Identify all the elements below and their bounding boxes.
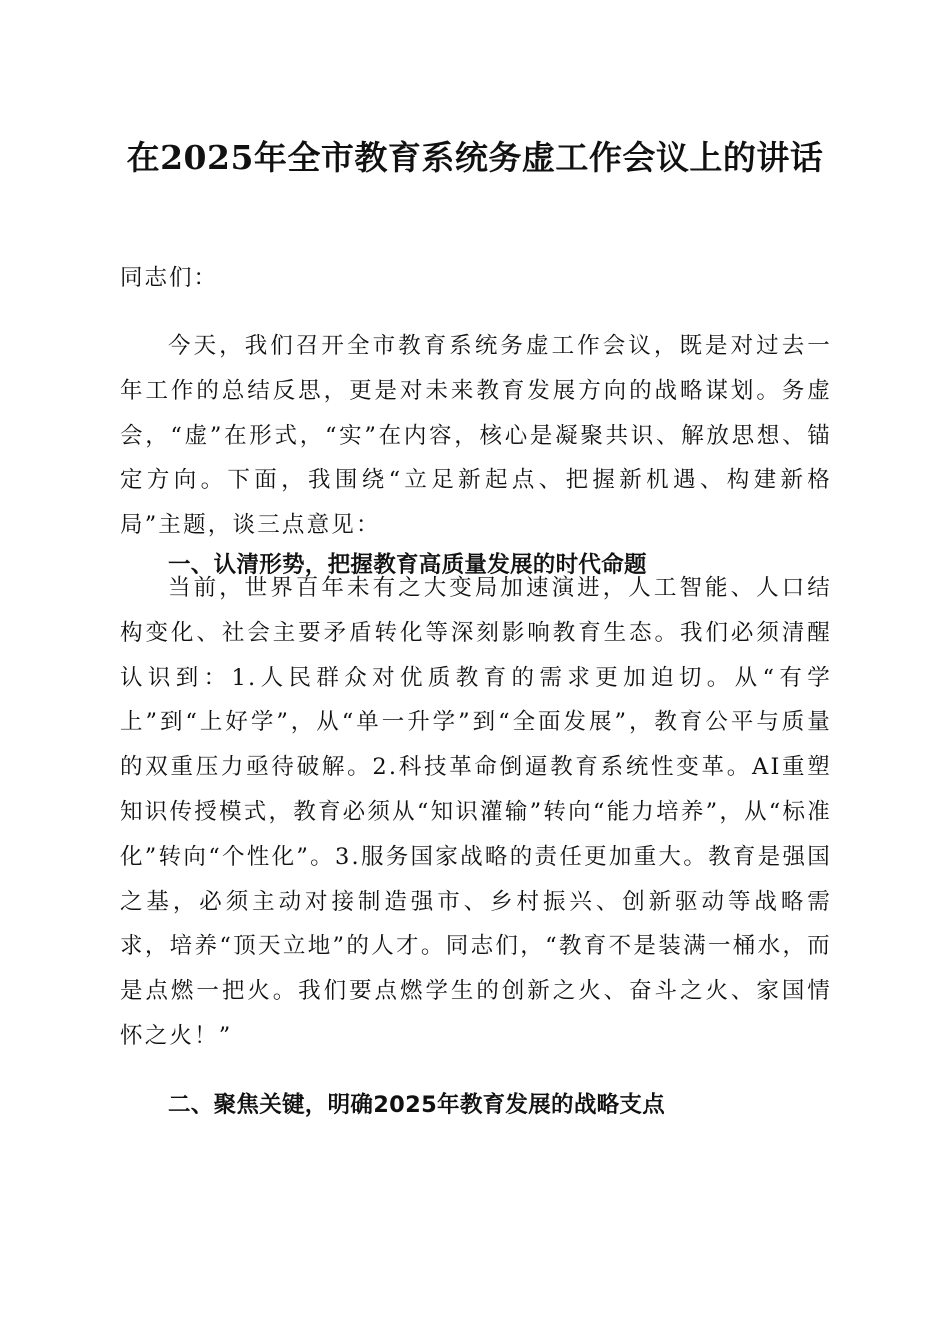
intro-paragraph: 今天，我们召开全市教育系统务虚工作会议，既是对过去一年工作的总结反思，更是对未来教育发展方向的战略谋划。务虚会，“虚”在形式，“实”在内容，核心是凝聚共识、解放思想、锚定方向。下面，我围绕“立足新起点、把握新机遇、构建新格局”主题，谈三点意见：: [120, 333, 832, 539]
document-title: 在2025年全市教育系统务虚工作会议上的讲话: [126, 138, 824, 177]
section-1-paragraph: 当前，世界百年未有之大变局加速演进，人工智能、人口结构变化、社会主要矛盾转化等深刻影响教育生态。我们必须清醒认识到：1.人民群众对优质教育的需求更加迫切。从“有学上”到“上好学”，从“单一升学”到“全面发展”，教育公平与质量的双重压力亟待破解。2.科技革命倒逼教育系统性变革。AI重塑知识传授模式，教育必须从“知识灌输”转向“能力培养”，从“标准化”转向“个性化”。3.服务国家战略的责任更加重大。教育是强国之基，必须主动对接制造强市、乡村振兴、创新驱动等战略需求，培养“顶天立地”的人才。同志们，“教育不是装满一桶水，而是点燃一把火。我们要点燃学生的创新之火、奋斗之火、家国情怀之火！”: [120, 575, 832, 1049]
section-heading-1: 一、认清形势，把握教育高质量发展的时代命题: [168, 552, 647, 578]
section-heading-2: 二、聚焦关键，明确2025年教育发展的战略支点: [168, 1092, 666, 1118]
greeting: 同志们：: [120, 265, 219, 291]
